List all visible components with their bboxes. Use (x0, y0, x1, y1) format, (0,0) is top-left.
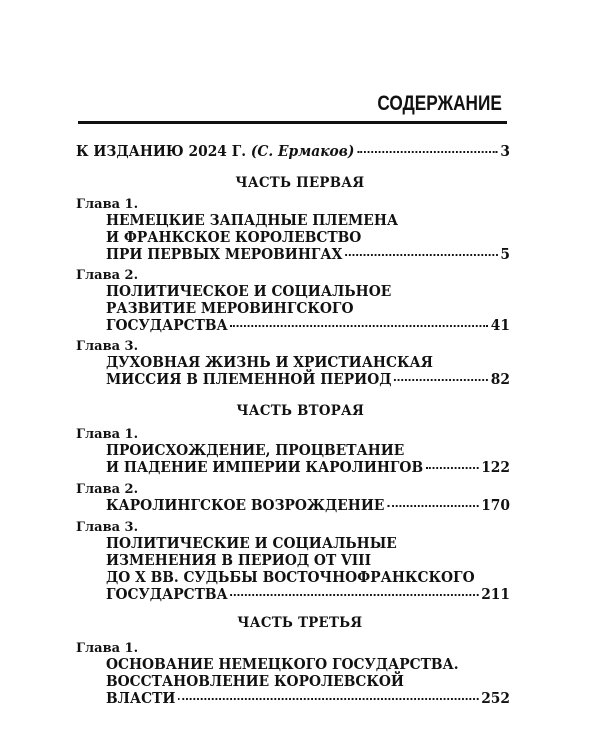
toc-entry[interactable] (76, 427, 510, 476)
chapter-title-line: РАЗВИТИЕ МЕРОВИНГСКОГО (106, 299, 354, 317)
chapter-title-line: ГОСУДАРСТВА (106, 585, 228, 603)
chapter-label: Глава 2. (76, 482, 139, 497)
leader-dots (231, 594, 479, 596)
toc-entry[interactable] (76, 339, 510, 388)
leader-dots (345, 254, 498, 256)
chapter-title-line: ИЗМЕНЕНИЯ В ПЕРИОД ОТ VIII (106, 551, 372, 569)
leader-dots (394, 379, 488, 381)
page-number: 41 (490, 316, 511, 334)
title-rule (78, 121, 507, 124)
chapter-title-line: ДУХОВНАЯ ЖИЗНЬ И ХРИСТИАНСКАЯ (106, 353, 433, 371)
part-heading: ЧАСТЬ ТРЕТЬЯ (237, 615, 363, 631)
page-title: СОДЕРЖАНИЕ (377, 92, 502, 115)
chapter-title-line: ПОЛИТИЧЕСКОЕ И СОЦИАЛЬНОЕ (106, 282, 392, 300)
page-number: 5 (500, 245, 511, 263)
chapter-title-line: ПРОИСХОЖДЕНИЕ, ПРОЦВЕТАНИЕ (106, 441, 405, 459)
toc-entry[interactable] (76, 520, 510, 603)
chapter-title-line: ВОССТАНОВЛЕНИЕ КОРОЛЕВСКОЙ (106, 672, 404, 690)
toc-entry[interactable] (76, 641, 510, 707)
toc-entry[interactable] (76, 197, 510, 263)
chapter-label: Глава 1. (76, 427, 139, 442)
page-number: 3 (500, 142, 511, 160)
chapter-label: Глава 1. (76, 641, 139, 656)
chapter-label: Глава 2. (76, 268, 139, 283)
chapter-title-line: ПОЛИТИЧЕСКИЕ И СОЦИАЛЬНЫЕ (106, 534, 397, 552)
part-heading: ЧАСТЬ ВТОРАЯ (236, 403, 364, 419)
preface-title: К ИЗДАНИЮ 2024 Г. (76, 142, 247, 160)
part-heading: ЧАСТЬ ПЕРВАЯ (235, 175, 365, 191)
chapter-label: Глава 3. (76, 520, 139, 535)
toc-entry-preface[interactable] (76, 143, 510, 160)
page-number: 82 (490, 370, 511, 388)
leader-dots (426, 467, 479, 469)
toc-entry[interactable] (76, 268, 510, 334)
chapter-title-line: КАРОЛИНГСКОЕ ВОЗРОЖДЕНИЕ (106, 496, 385, 514)
chapter-title-line: ВЛАСТИ (106, 689, 176, 707)
chapter-title-line: МИССИЯ В ПЛЕМЕННОЙ ПЕРИОД (106, 370, 392, 388)
leader-dots (387, 505, 478, 507)
chapter-label: Глава 1. (76, 197, 139, 212)
page-number: 211 (481, 585, 511, 603)
page-number: 170 (481, 496, 511, 514)
leader-dots (178, 698, 478, 700)
chapter-title-line: И ПАДЕНИЕ ИМПЕРИИ КАРОЛИНГОВ (106, 458, 424, 476)
chapter-title-line: ПРИ ПЕРВЫХ МЕРОВИНГАХ (106, 245, 343, 263)
toc-entry[interactable] (76, 482, 510, 514)
page-number: 252 (481, 689, 511, 707)
chapter-title-line: НЕМЕЦКИЕ ЗАПАДНЫЕ ПЛЕМЕНА (106, 211, 399, 229)
page-number: 122 (481, 458, 511, 476)
chapter-title-line: ДО Х ВВ. СУДЬБЫ ВОСТОЧНОФРАНКСКОГО (106, 568, 475, 586)
chapter-title-line: ГОСУДАРСТВА (106, 316, 228, 334)
leader-dots (357, 151, 498, 153)
leader-dots (231, 325, 488, 327)
chapter-title-line: ОСНОВАНИЕ НЕМЕЦКОГО ГОСУДАРСТВА. (106, 655, 459, 673)
chapter-label: Глава 3. (76, 339, 139, 354)
chapter-title-line: И ФРАНКСКОЕ КОРОЛЕВСТВО (106, 228, 362, 246)
preface-author: (С. Ермаков) (250, 142, 355, 160)
